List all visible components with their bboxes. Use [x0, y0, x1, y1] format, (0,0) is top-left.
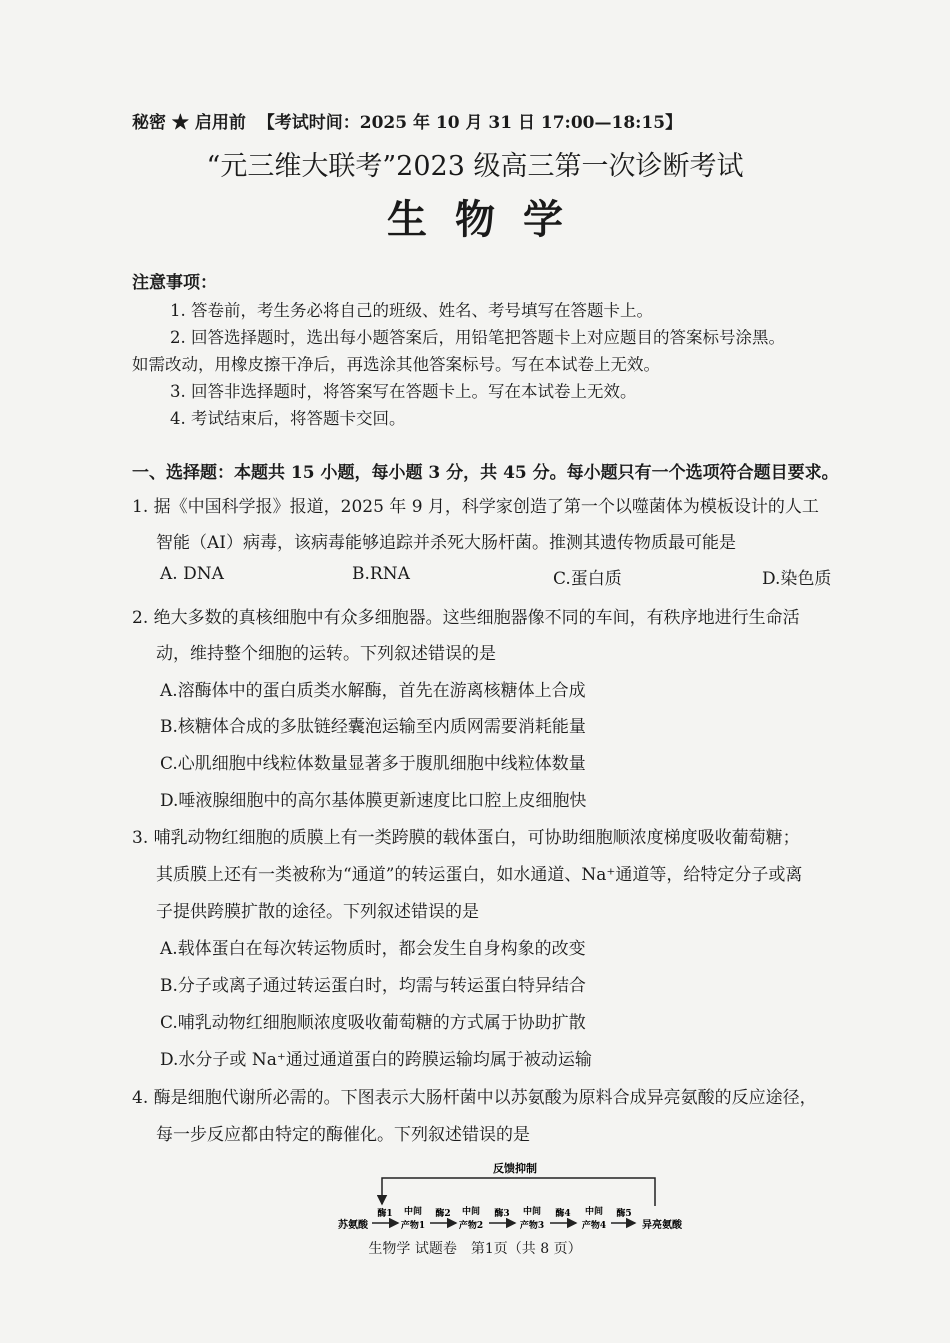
- question-4-line: 每一步反应都由特定的酶催化。下列叙述错误的是: [156, 1125, 530, 1145]
- enzyme-1: 酶1: [377, 1209, 393, 1219]
- option-a: A.溶酶体中的蛋白质类水解酶，首先在游离核糖体上合成: [160, 681, 586, 701]
- option-c: C.心肌细胞中线粒体数量显著多于腹肌细胞中线粒体数量: [160, 754, 586, 774]
- feedback-line: [382, 1178, 655, 1206]
- option-b: B.核糖体合成的多肽链经囊泡运输至内质网需要消耗能量: [160, 717, 586, 737]
- option-c: C.蛋白质: [553, 569, 622, 589]
- pathway-diagram: [330, 1158, 690, 1236]
- subject-title: 生物学: [387, 196, 591, 243]
- enzyme-3: 酶3: [494, 1209, 510, 1219]
- option-d: D.水分子或 Na⁺通过通道蛋白的跨膜运输均属于被动运输: [160, 1050, 592, 1070]
- notes-heading: 注意事项：: [132, 273, 217, 293]
- end-product: 异亮氨酸: [642, 1220, 682, 1231]
- question-2-line: 2. 绝大多数的真核细胞中有众多细胞器。这些细胞器像不同的车间，有秩序地进行生命活: [132, 608, 800, 628]
- question-1-line: 智能（AI）病毒，该病毒能够追踪并杀死大肠杆菌。推测其遗传物质最可能是: [156, 533, 736, 553]
- intermediate-2-top: 中间: [461, 1207, 481, 1217]
- feedback-label: 反馈抑制: [493, 1162, 537, 1175]
- note-item: 如需改动，用橡皮擦干净后，再选涂其他答案标号。写在本试卷上无效。: [132, 355, 660, 374]
- question-4-line: 4. 酶是细胞代谢所必需的。下图表示大肠杆菌中以苏氨酸为原料合成异亮氨酸的反应途径，: [132, 1088, 817, 1108]
- page-footer: 生物学 试题卷 第1页（共 8 页）: [368, 1241, 582, 1257]
- intermediate-3-top: 中间: [522, 1207, 542, 1217]
- option-a: A.载体蛋白在每次转运物质时，都会发生自身构象的改变: [160, 939, 586, 959]
- exam-header: [132, 108, 682, 133]
- question-3-line: 子提供跨膜扩散的途径。下列叙述错误的是: [156, 902, 479, 922]
- section-heading: 一、选择题：本题共 15 小题，每小题 3 分，共 45 分。每小题只有一个选项符合题目要求。: [132, 463, 839, 483]
- note-item: 1. 答卷前，考生务必将自己的班级、姓名、考号填写在答题卡上。: [170, 301, 653, 320]
- intermediate-1-top: 中间: [403, 1207, 423, 1217]
- question-2-line: 动，维持整个细胞的运转。下列叙述错误的是: [156, 644, 496, 664]
- note-item: 2. 回答选择题时，选出每小题答案后，用铅笔把答题卡上对应题目的答案标号涂黑。: [170, 328, 785, 347]
- note-item: 4. 考试结束后，将答题卡交回。: [170, 409, 406, 428]
- enzyme-5: 酶5: [616, 1209, 632, 1219]
- note-item: 3. 回答非选择题时，将答案写在答题卡上。写在本试卷上无效。: [170, 382, 637, 401]
- enzyme-2: 酶2: [435, 1209, 451, 1219]
- option-a: A. DNA: [160, 564, 224, 584]
- option-d: D.染色质: [762, 569, 832, 589]
- start-substrate: 苏氨酸: [338, 1220, 368, 1231]
- secret-label: 秘密 ★ 启用前: [132, 113, 246, 133]
- option-b: B.分子或离子通过转运蛋白时，均需与转运蛋白特异结合: [160, 976, 586, 996]
- question-3-line: 其质膜上还有一类被称为“通道”的转运蛋白，如水通道、Na⁺通道等，给特定分子或离: [156, 865, 803, 885]
- exam-time: 【考试时间：2025 年 10 月 31 日 17:00—18:15】: [257, 113, 683, 133]
- question-3-line: 3. 哺乳动物红细胞的质膜上有一类跨膜的载体蛋白，可协助细胞顺浓度梯度吸收葡萄糖；: [132, 828, 800, 848]
- option-d: D.唾液腺细胞中的高尔基体膜更新速度比口腔上皮细胞快: [160, 791, 587, 811]
- question-1-line: 1. 据《中国科学报》报道，2025 年 9 月，科学家创造了第一个以噬菌体为模板设计的人工: [132, 497, 819, 517]
- option-c: C.哺乳动物红细胞顺浓度吸收葡萄糖的方式属于协助扩散: [160, 1013, 586, 1033]
- option-b: B.RNA: [352, 564, 410, 584]
- enzyme-4: 酶4: [555, 1209, 571, 1219]
- exam-title: “元三维大联考”2023 级高三第一次诊断考试: [206, 151, 744, 182]
- intermediate-2-bottom: 产物2: [458, 1221, 484, 1231]
- intermediate-4-top: 中间: [584, 1207, 604, 1217]
- intermediate-4-bottom: 产物4: [581, 1221, 607, 1231]
- pathway-svg: [330, 1158, 690, 1236]
- intermediate-1-bottom: 产物1: [400, 1221, 426, 1231]
- intermediate-3-bottom: 产物3: [519, 1221, 545, 1231]
